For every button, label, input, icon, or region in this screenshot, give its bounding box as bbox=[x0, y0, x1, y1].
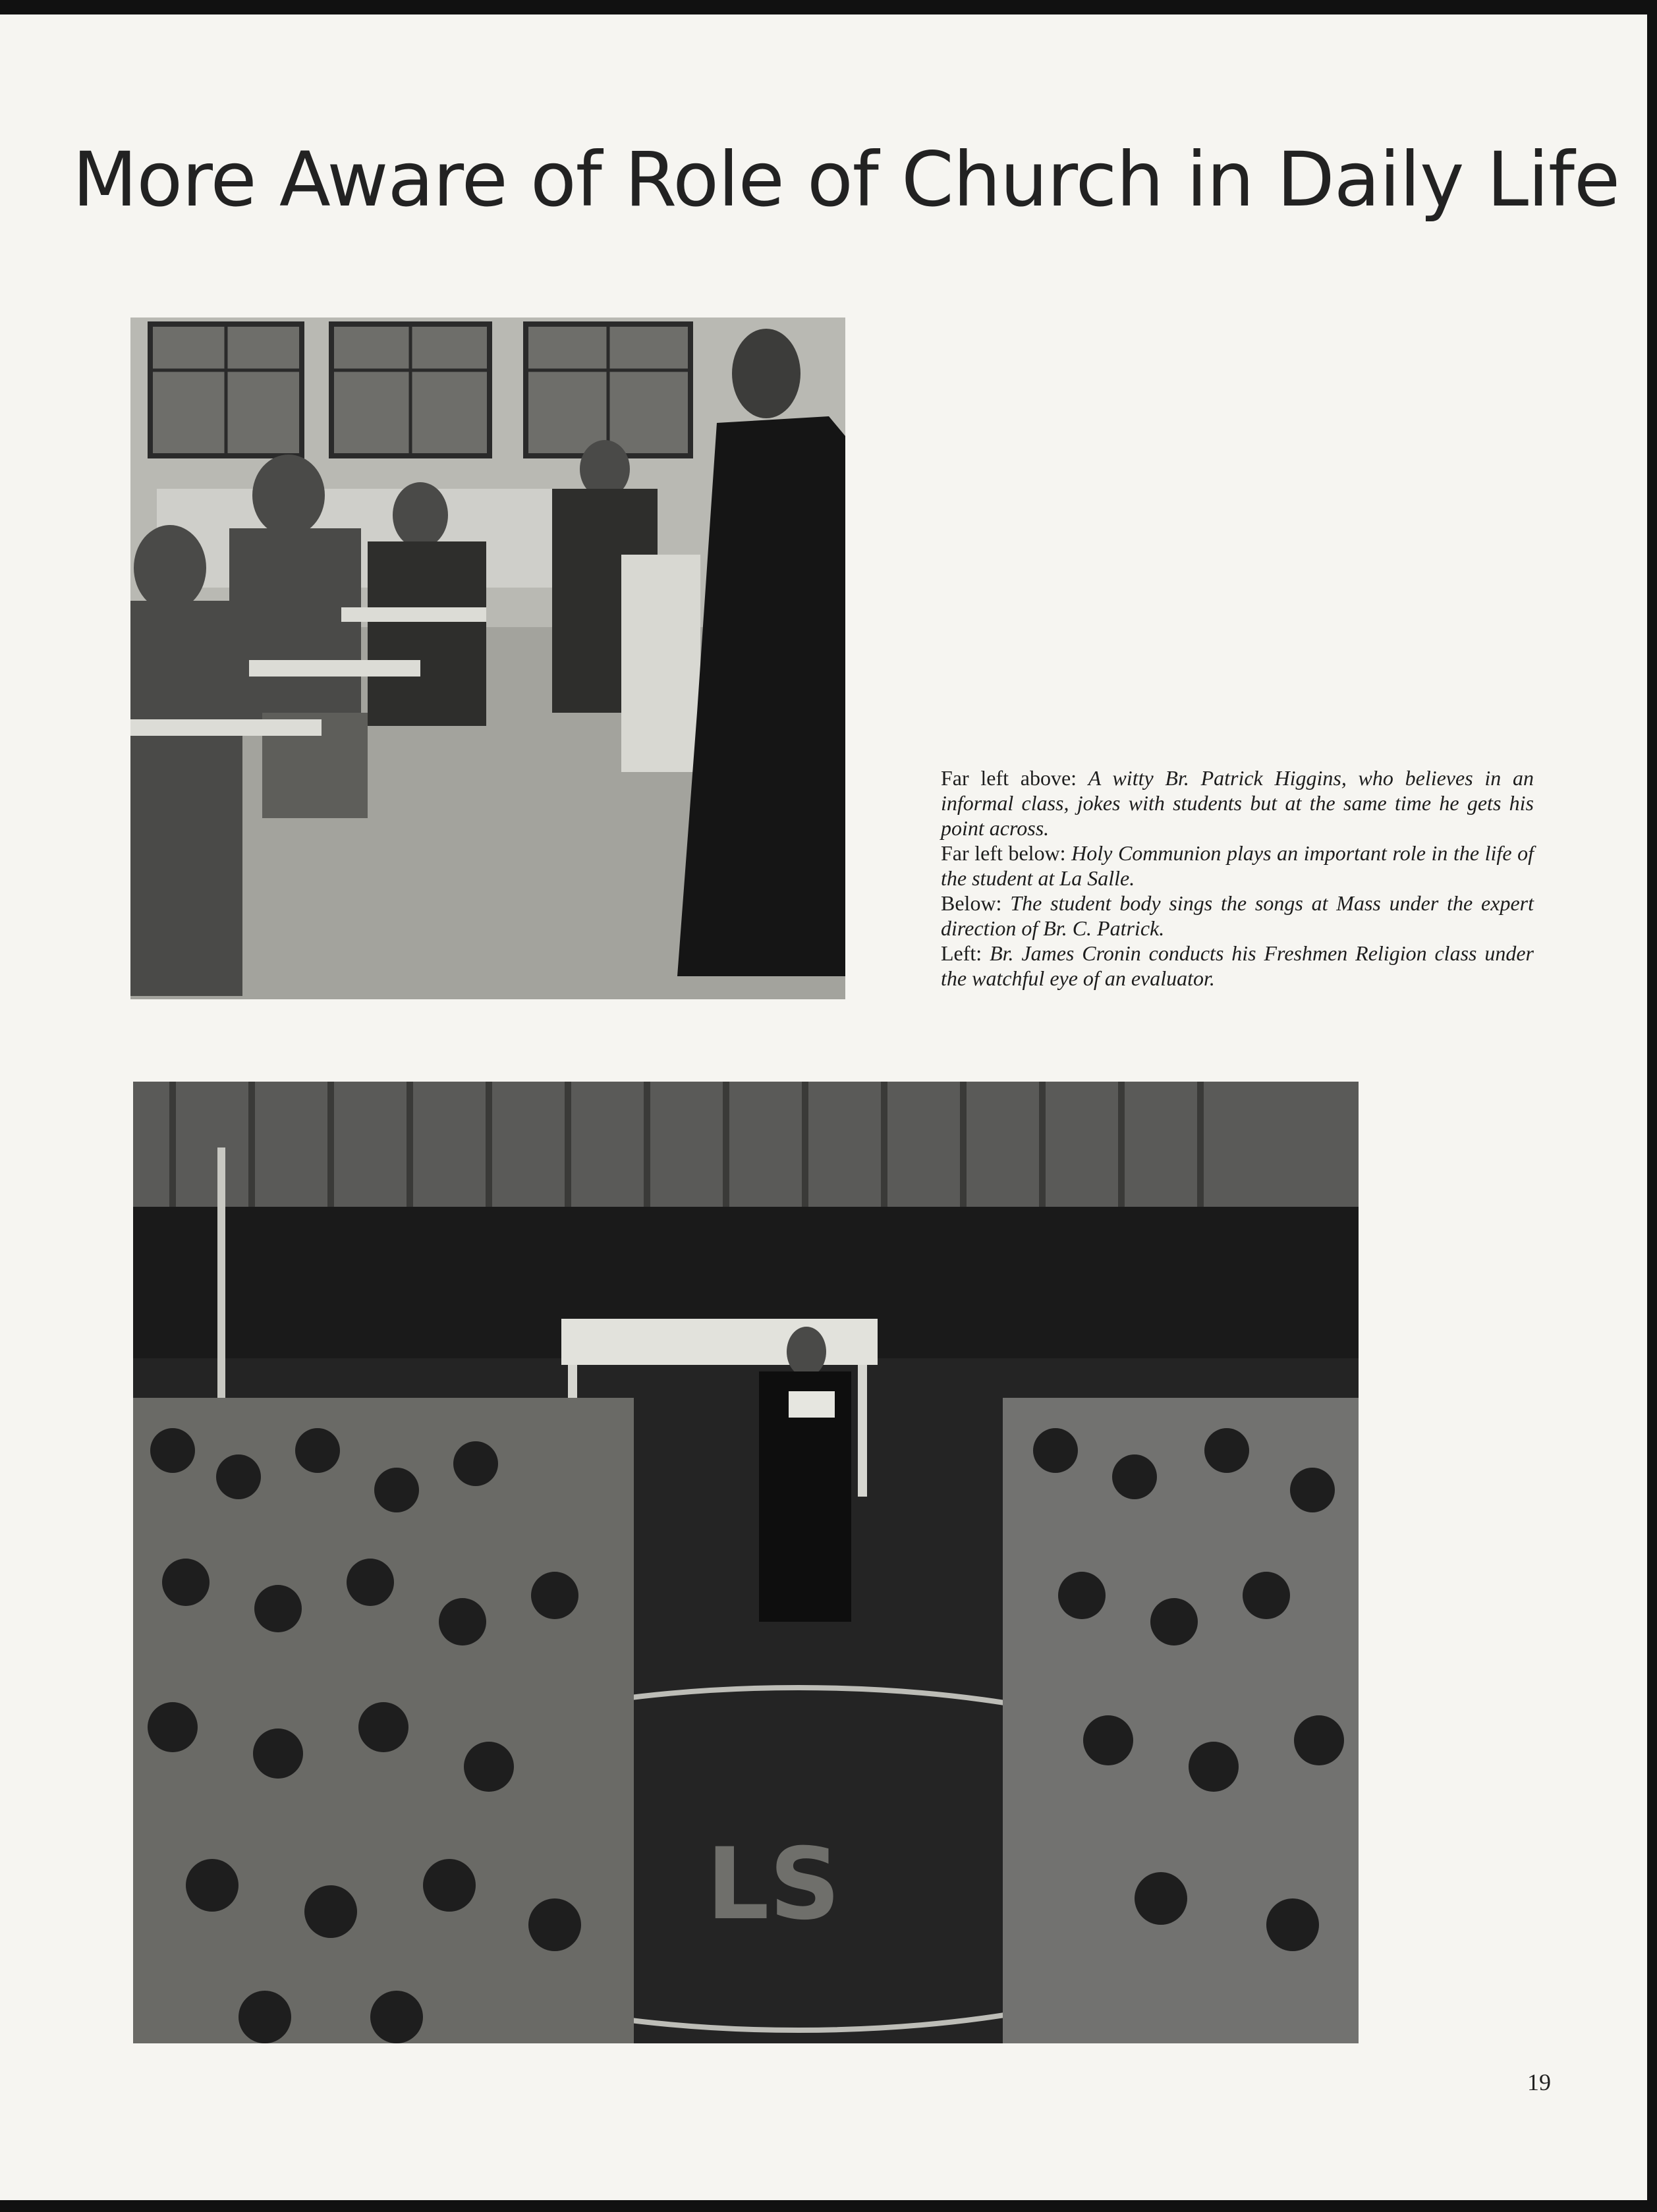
caption-entry: Far left below: Holy Communion plays an important role in the life of the student at La Salle. bbox=[941, 841, 1534, 890]
mass-photo-graphic bbox=[133, 1082, 1359, 2043]
caption-entry: Below: The student body sings the songs at Mass under the expert direction of Br. C. Patrick. bbox=[941, 891, 1534, 940]
page-title: More Aware of Role of Church in Daily Life bbox=[72, 136, 1620, 223]
page-number: 19 bbox=[1527, 2069, 1551, 2095]
caption-entry: Far left above: A witty Br. Patrick Higgins, who believes in an informal class, jokes with students but at the same time he gets his point across. bbox=[941, 766, 1534, 840]
classroom-photo bbox=[130, 318, 845, 999]
photo-caption bbox=[941, 765, 1534, 991]
caption-entry: Left: Br. James Cronin conducts his Freshmen Religion class under the watchful eye of an evaluator. bbox=[941, 941, 1534, 990]
yearbook-page bbox=[0, 14, 1647, 2200]
classroom-photo-graphic bbox=[130, 318, 845, 999]
svg-text:LS: LS bbox=[706, 1827, 841, 1942]
mass-photo bbox=[133, 1082, 1359, 2043]
